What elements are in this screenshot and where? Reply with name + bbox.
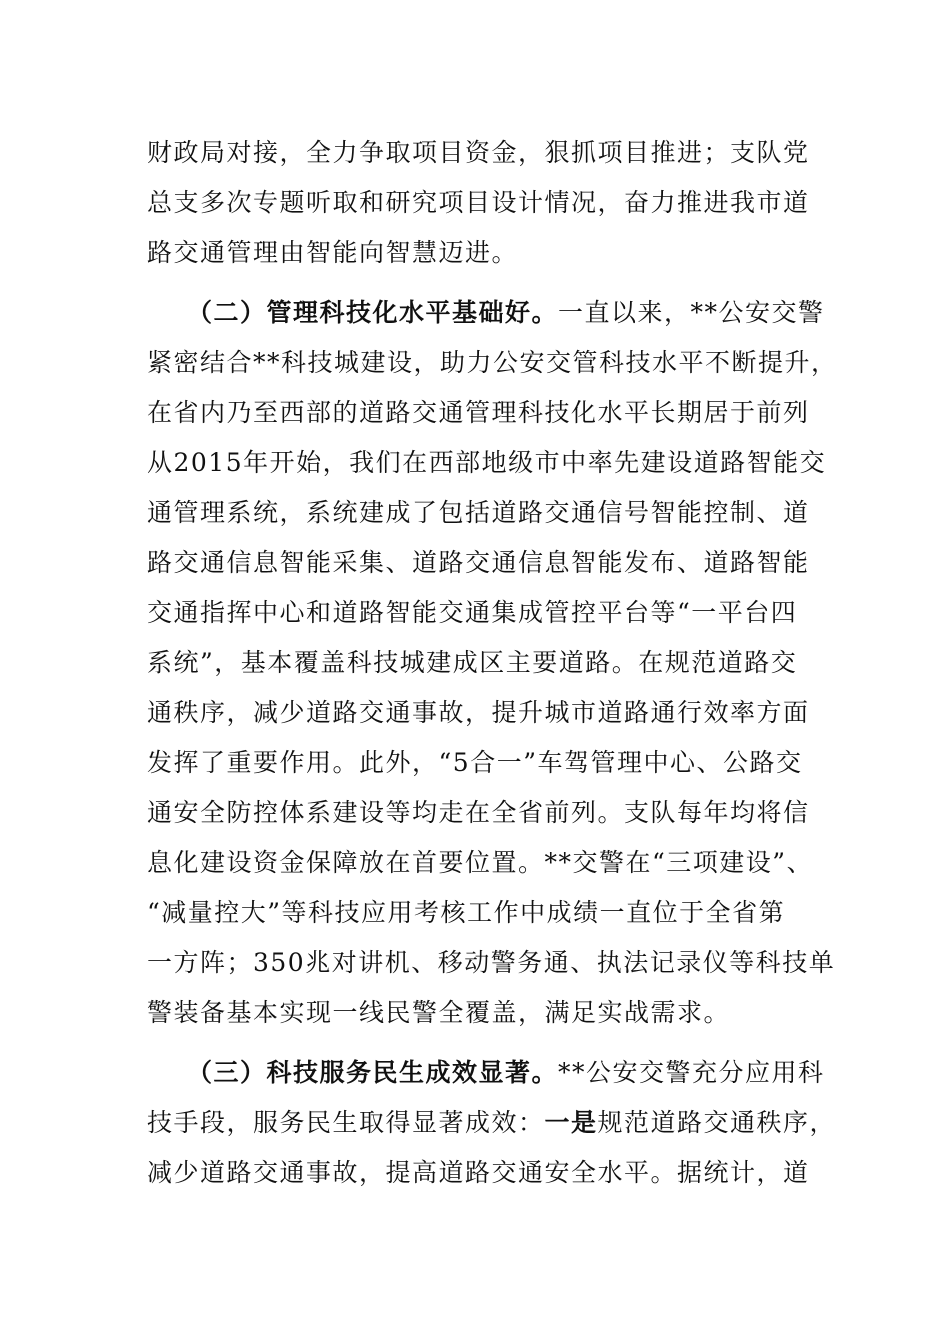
text-line bbox=[147, 1150, 827, 1196]
emphasis-text: 一是 bbox=[544, 1108, 598, 1137]
section-heading: （二）管理科技化水平基础好。 bbox=[187, 298, 559, 327]
text-segment: 通管理系统，系统建成了包括道路交通信号智能控制、道 bbox=[147, 498, 810, 527]
text-segment: 紧密结合**科技城建设，助力公安交管科技水平不断提升， bbox=[147, 348, 838, 377]
text-segment: 通秩序，减少道路交通事故，提升城市道路通行效率方面 bbox=[147, 698, 810, 727]
text-line bbox=[147, 490, 827, 536]
text-segment: 技手段，服务民生取得显著成效： bbox=[147, 1108, 545, 1137]
text-line bbox=[147, 180, 827, 226]
text-segment: “减量控大”等科技应用考核工作中成绩一直位于全省第 bbox=[147, 898, 786, 927]
text-line bbox=[147, 890, 827, 936]
text-segment: 减少道路交通事故，提高道路交通安全水平。据统计，道 bbox=[147, 1158, 810, 1187]
text-line bbox=[147, 640, 827, 686]
text-segment: 交通指挥中心和道路智能交通集成管控平台等“一平台四 bbox=[147, 598, 798, 627]
section-heading-line bbox=[187, 1050, 827, 1096]
text-segment: 在省内乃至西部的道路交通管理科技化水平长期居于前列 bbox=[147, 398, 810, 427]
text-line bbox=[147, 230, 827, 276]
text-segment: 财政局对接，全力争取项目资金，狠抓项目推进；支队党 bbox=[147, 138, 810, 167]
text-segment: 发挥了重要作用。此外，“5合一”车驾管理中心、公路交 bbox=[147, 748, 803, 777]
text-line bbox=[147, 840, 827, 886]
text-segment: 一直以来，**公安交警 bbox=[558, 298, 825, 327]
text-segment: 路交通管理由智能向智慧迈进。 bbox=[147, 238, 519, 267]
text-line bbox=[147, 990, 827, 1036]
text-line bbox=[147, 390, 827, 436]
text-segment: 路交通信息智能采集、道路交通信息智能发布、道路智能 bbox=[147, 548, 810, 577]
text-line bbox=[147, 590, 827, 636]
text-segment: **公安交警充分应用科 bbox=[558, 1058, 825, 1087]
text-segment: 通安全防控体系建设等均走在全省前列。支队每年均将信 bbox=[147, 798, 810, 827]
text-line bbox=[147, 1100, 837, 1146]
text-line bbox=[147, 440, 827, 486]
text-line bbox=[147, 940, 836, 986]
text-segment: 系统”，基本覆盖科技城建成区主要道路。在规范道路交 bbox=[147, 648, 798, 677]
text-line bbox=[147, 690, 827, 736]
text-line bbox=[147, 740, 827, 786]
text-segment: 警装备基本实现一线民警全覆盖，满足实战需求。 bbox=[147, 998, 731, 1027]
text-line bbox=[147, 790, 827, 836]
text-line bbox=[147, 540, 827, 586]
text-line bbox=[147, 130, 827, 176]
text-segment: 规范道路交通秩序， bbox=[597, 1108, 837, 1137]
text-segment: 息化建设资金保障放在首要位置。**交警在“三项建设”、 bbox=[147, 848, 814, 877]
text-line bbox=[147, 340, 838, 386]
section-heading: （三）科技服务民生成效显著。 bbox=[187, 1058, 559, 1087]
section-heading-line bbox=[187, 290, 827, 336]
text-segment: 总支多次专题听取和研究项目设计情况，奋力推进我市道 bbox=[147, 188, 810, 217]
text-segment: 从2015年开始，我们在西部地级市中率先建设道路智能交 bbox=[147, 448, 827, 477]
text-segment: 一方阵；350兆对讲机、移动警务通、执法记录仪等科技单 bbox=[147, 948, 836, 977]
